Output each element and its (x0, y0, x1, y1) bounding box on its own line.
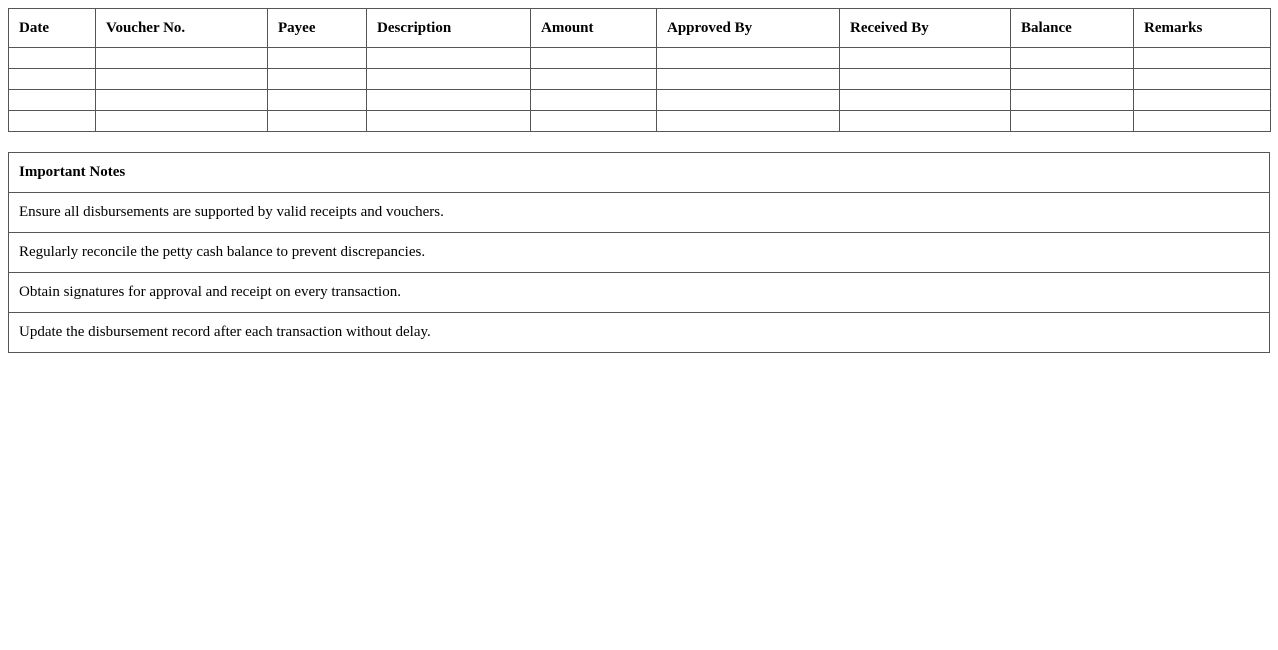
table-cell (840, 69, 1011, 90)
header-description: Description (367, 9, 531, 48)
table-row (9, 90, 1271, 111)
note-text: Obtain signatures for approval and receipt on every transaction. (9, 273, 1270, 313)
table-cell (657, 90, 840, 111)
header-approved-by: Approved By (657, 9, 840, 48)
table-cell (657, 69, 840, 90)
header-voucher-no: Voucher No. (96, 9, 268, 48)
table-cell (96, 69, 268, 90)
table-cell (1011, 48, 1134, 69)
notes-header-row (9, 153, 1270, 193)
table-cell (531, 111, 657, 132)
table-cell (1134, 48, 1271, 69)
header-amount: Amount (531, 9, 657, 48)
important-notes-table (8, 152, 1270, 353)
table-cell (1011, 111, 1134, 132)
table-cell (840, 111, 1011, 132)
note-text: Regularly reconcile the petty cash balance to prevent discrepancies. (9, 233, 1270, 273)
table-row (9, 48, 1271, 69)
header-date: Date (9, 9, 96, 48)
table-cell (268, 111, 367, 132)
table-cell (531, 90, 657, 111)
table-cell (1134, 90, 1271, 111)
table-cell (9, 48, 96, 69)
table-row (9, 69, 1271, 90)
table-cell (840, 90, 1011, 111)
table-cell (367, 48, 531, 69)
table-cell (9, 111, 96, 132)
disbursement-table (8, 8, 1271, 132)
table-cell (1134, 69, 1271, 90)
notes-title: Important Notes (9, 153, 1270, 193)
table-cell (9, 90, 96, 111)
table-cell (657, 111, 840, 132)
table-cell (367, 69, 531, 90)
table-cell (1134, 111, 1271, 132)
note-text: Update the disbursement record after each transaction without delay. (9, 313, 1270, 353)
list-item (9, 313, 1270, 353)
table-cell (96, 111, 268, 132)
table-cell (268, 69, 367, 90)
table-header-row (9, 9, 1271, 48)
table-cell (1011, 69, 1134, 90)
table-cell (96, 48, 268, 69)
header-remarks: Remarks (1134, 9, 1271, 48)
table-cell (9, 69, 96, 90)
table-cell (657, 48, 840, 69)
table-row (9, 111, 1271, 132)
table-cell (367, 111, 531, 132)
table-cell (96, 90, 268, 111)
table-cell (268, 90, 367, 111)
list-item (9, 193, 1270, 233)
list-item (9, 233, 1270, 273)
table-cell (840, 48, 1011, 69)
header-received-by: Received By (840, 9, 1011, 48)
table-cell (268, 48, 367, 69)
table-cell (531, 48, 657, 69)
header-balance: Balance (1011, 9, 1134, 48)
table-cell (367, 90, 531, 111)
list-item (9, 273, 1270, 313)
table-cell (531, 69, 657, 90)
note-text: Ensure all disbursements are supported by valid receipts and vouchers. (9, 193, 1270, 233)
header-payee: Payee (268, 9, 367, 48)
table-cell (1011, 90, 1134, 111)
